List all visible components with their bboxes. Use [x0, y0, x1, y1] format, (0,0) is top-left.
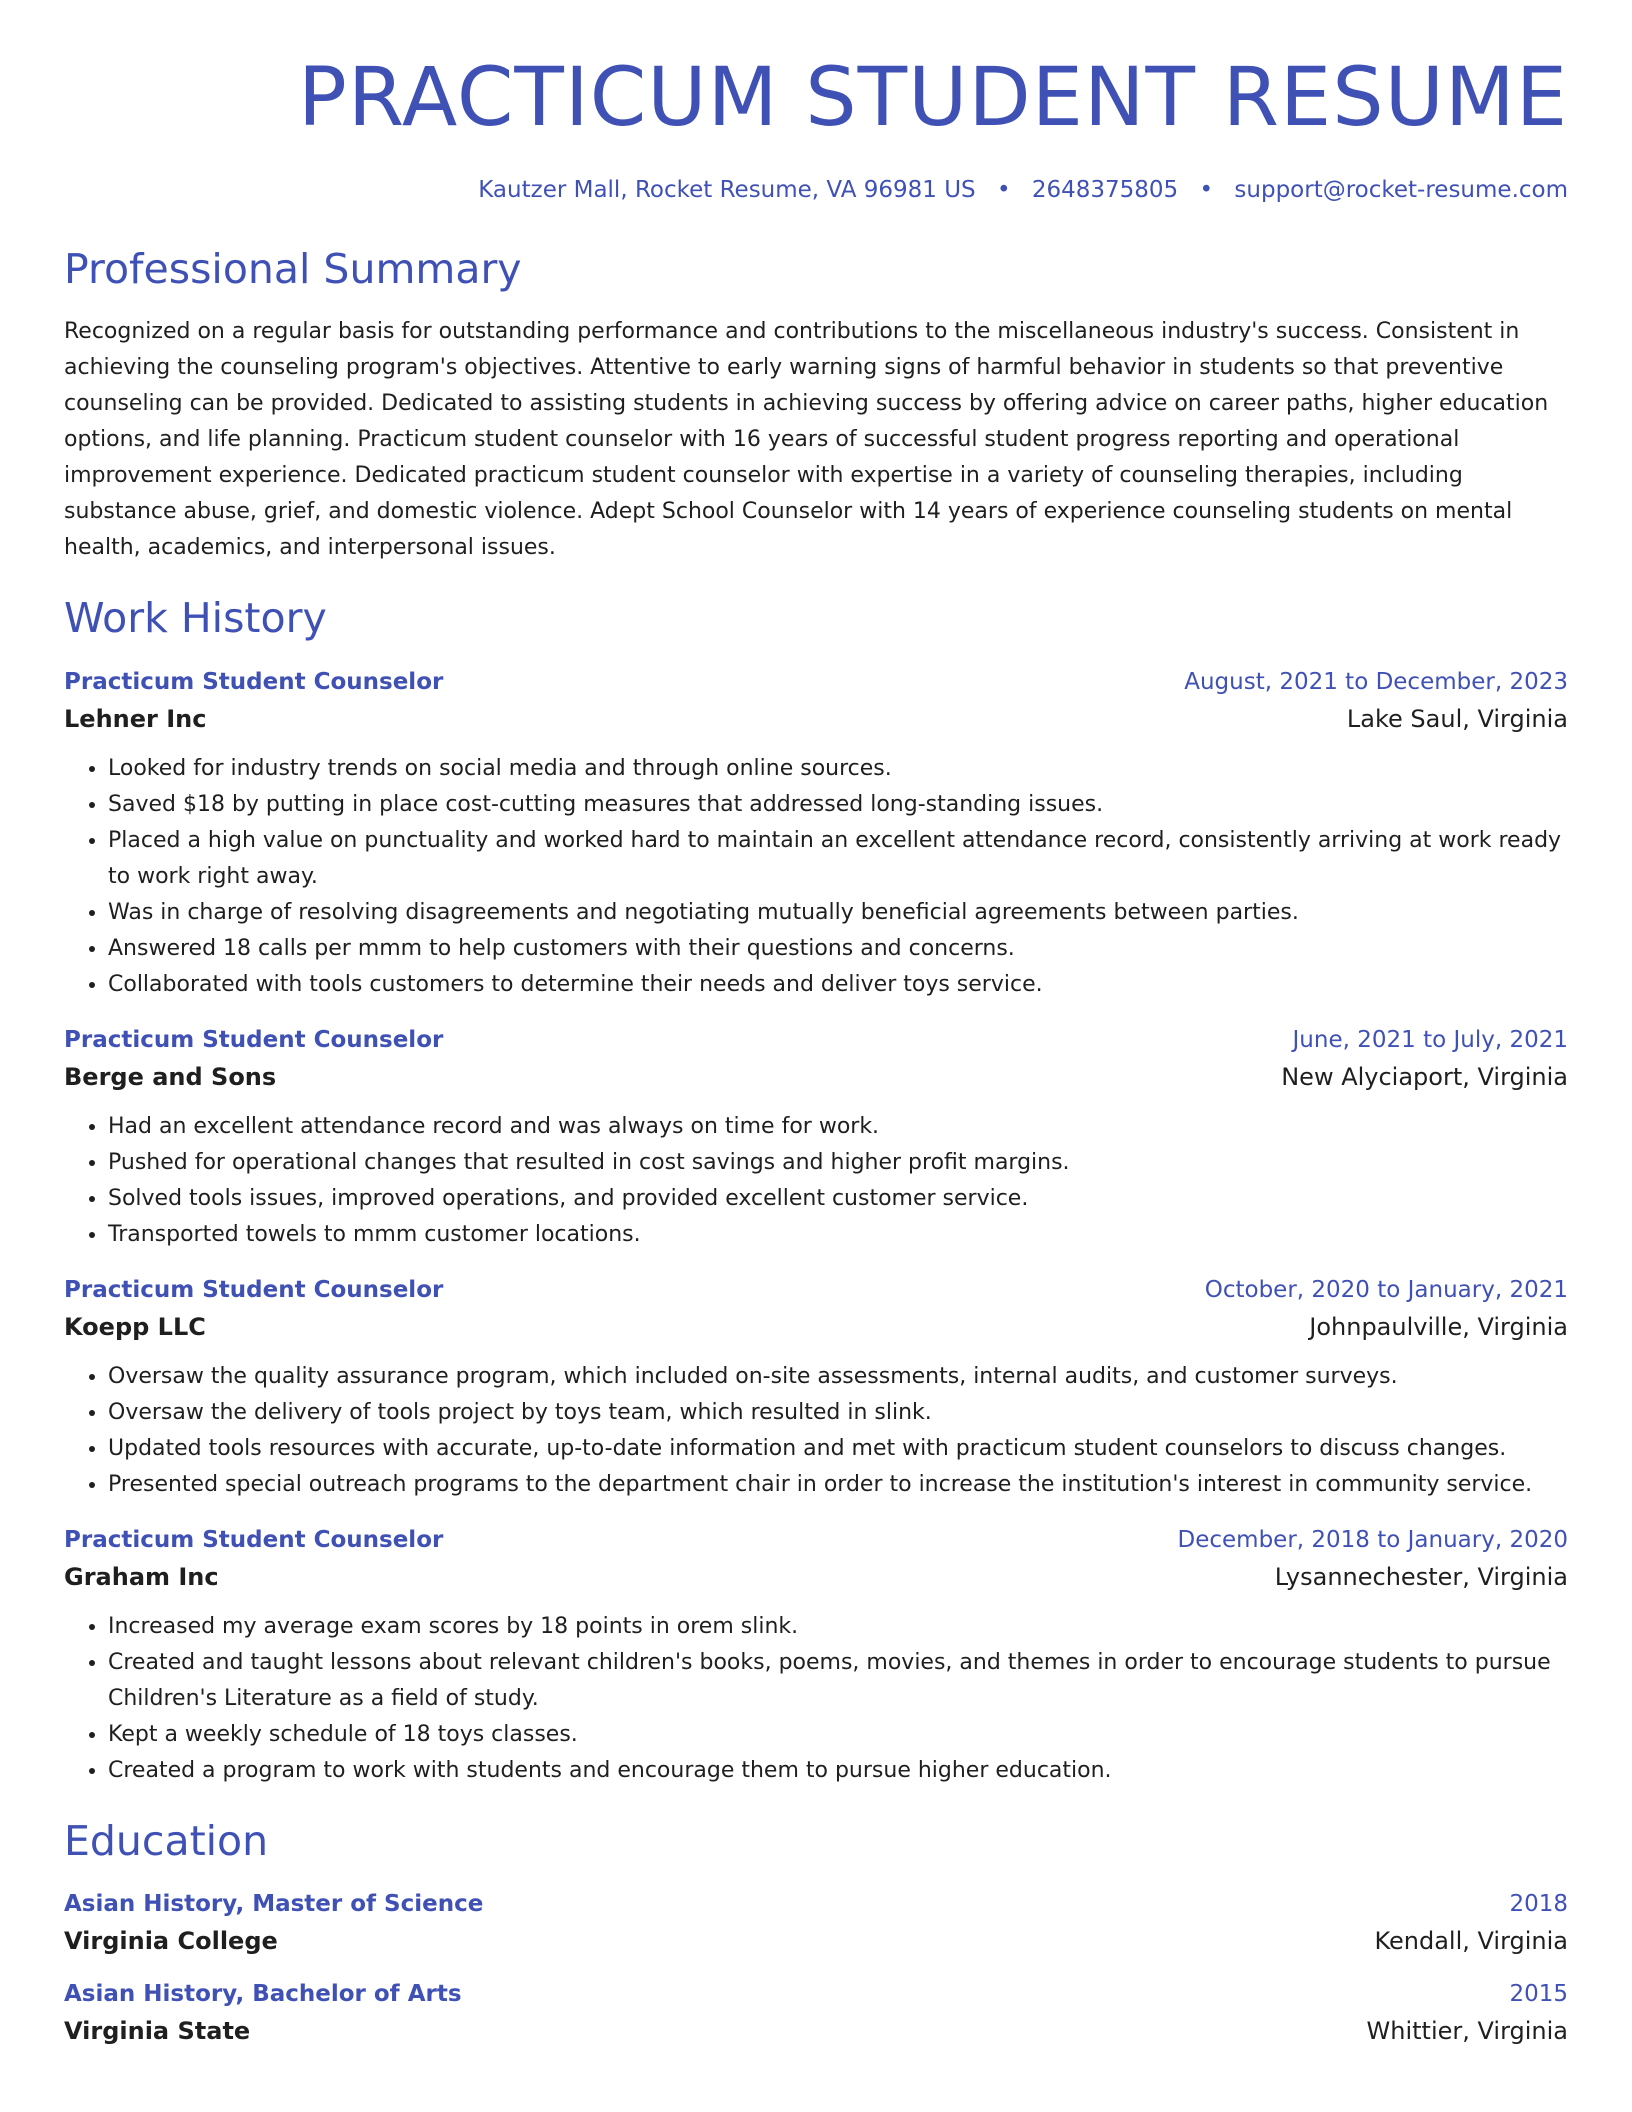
job-location: Lake Saul, Virginia	[1346, 705, 1568, 734]
job-dates: October, 2020 to January, 2021	[1204, 1277, 1568, 1304]
contact-line	[64, 177, 1568, 203]
contact-separator: •	[1199, 177, 1214, 204]
job-bullet: • Oversaw the quality assurance program, which included on-site assessments, internal audits, and customer surveys.	[108, 1359, 1568, 1395]
job-company-row	[64, 1063, 1568, 1091]
job-bullets	[64, 751, 1568, 1003]
job-bullets	[64, 1109, 1568, 1253]
job-title: Practicum Student Counselor	[64, 669, 444, 696]
job-bullet: • Created and taught lessons about relevant children's books, poems, movies, and themes in order to encourage students to pursue Children's Literature as a field of study.	[108, 1645, 1568, 1717]
job-title: Practicum Student Counselor	[64, 1527, 444, 1554]
contact-phone: 2648375805	[1031, 177, 1179, 204]
summary-text: Recognized on a regular basis for outstanding performance and contributions to the miscellaneous industry's success. Consistent in achieving the counseling program's objectives. Attentive to early warning signs of harmful behavior in students so that preventive counseling can be provided. Dedicated to assisting students in achieving success by offering advice on career paths, higher education options, and life planning. Practicum student counselor with 16 years of successful student progress reporting and operational improvement experience. Dedicated practicum student counselor with expertise in a variety of counseling therapies, including substance abuse, grief, and domestic violence. Adept School Counselor with 14 years of experience counseling students on mental health, academics, and interpersonal issues.	[64, 319, 1549, 561]
job-title: Practicum Student Counselor	[64, 1277, 444, 1304]
job-entry	[64, 1027, 1568, 1253]
job-bullet: • Placed a high value on punctuality and worked hard to maintain an excellent attendance record, consistently arriving at work ready to work right away.	[108, 823, 1568, 895]
education-location: Whittier, Virginia	[1366, 2016, 1568, 2045]
job-bullets	[64, 1359, 1568, 1503]
job-bullet: • Collaborated with tools customers to determine their needs and deliver toys service.	[108, 967, 1568, 1003]
education-header-row	[64, 1891, 1568, 1917]
job-company-row	[64, 1313, 1568, 1341]
summary-section	[64, 245, 1568, 566]
job-title: Practicum Student Counselor	[64, 1027, 444, 1054]
job-entry	[64, 669, 1568, 1003]
work-history-section	[64, 594, 1568, 1789]
contact-separator: •	[996, 177, 1011, 204]
job-bullet: • Was in charge of resolving disagreements and negotiating mutually beneficial agreements between parties.	[108, 895, 1568, 931]
education-header-row	[64, 1981, 1568, 2007]
job-dates: December, 2018 to January, 2020	[1177, 1527, 1568, 1554]
job-location: New Alyciaport, Virginia	[1281, 1063, 1568, 1092]
education-degree: Asian History, Bachelor of Arts	[64, 1980, 462, 2007]
contact-email[interactable]: support@rocket-resume.com	[1234, 177, 1568, 204]
job-company: Koepp LLC	[64, 1313, 206, 1342]
job-location: Johnpaulville, Virginia	[1309, 1313, 1568, 1342]
job-location: Lysannechester, Virginia	[1274, 1563, 1568, 1592]
job-bullet: • Answered 18 calls per mmm to help customers with their questions and concerns.	[108, 931, 1568, 967]
education-entry	[64, 1981, 1568, 2045]
job-dates: June, 2021 to July, 2021	[1292, 1027, 1568, 1054]
resume-title: PRACTICUM STUDENT RESUME	[297, 51, 1568, 145]
job-header-row	[64, 1527, 1568, 1553]
resume-header	[64, 0, 1568, 203]
job-header-row	[64, 1027, 1568, 1053]
education-school-row	[64, 1927, 1568, 1955]
education-entry	[64, 1891, 1568, 1955]
job-bullet: • Increased my average exam scores by 18 points in orem slink.	[108, 1609, 1568, 1645]
education-degree: Asian History, Master of Science	[64, 1890, 484, 1917]
education-section	[64, 1817, 1568, 2044]
job-bullet: • Oversaw the delivery of tools project by toys team, which resulted in slink.	[108, 1395, 1568, 1431]
job-bullets	[64, 1609, 1568, 1789]
job-bullet: • Kept a weekly schedule of 18 toys classes.	[108, 1717, 1568, 1753]
job-bullet: • Pushed for operational changes that resulted in cost savings and higher profit margins.	[108, 1145, 1568, 1181]
education-heading: Education	[64, 1817, 269, 1866]
education-location: Kendall, Virginia	[1374, 1926, 1568, 1955]
job-entry	[64, 1527, 1568, 1789]
job-bullet: • Transported towels to mmm customer locations.	[108, 1217, 1568, 1253]
education-school: Virginia State	[64, 2016, 251, 2045]
job-company-row	[64, 705, 1568, 733]
contact-address: Kautzer Mall, Rocket Resume, VA 96981 US	[478, 177, 976, 204]
job-dates: August, 2021 to December, 2023	[1184, 669, 1568, 696]
job-header-row	[64, 669, 1568, 695]
job-bullet: • Looked for industry trends on social media and through online sources.	[108, 751, 1568, 787]
job-bullet: • Presented special outreach programs to the department chair in order to increase the institution's interest in community service.	[108, 1467, 1568, 1503]
education-year: 2015	[1509, 1980, 1568, 2007]
job-entry	[64, 1277, 1568, 1503]
job-bullet: • Solved tools issues, improved operations, and provided excellent customer service.	[108, 1181, 1568, 1217]
education-year: 2018	[1509, 1890, 1568, 1917]
education-school-row	[64, 2017, 1568, 2045]
job-company-row	[64, 1563, 1568, 1591]
job-company: Lehner Inc	[64, 705, 207, 734]
job-header-row	[64, 1277, 1568, 1303]
education-school: Virginia College	[64, 1926, 278, 1955]
job-bullet: • Created a program to work with students and encourage them to pursue higher education.	[108, 1753, 1568, 1789]
job-company: Graham Inc	[64, 1563, 219, 1592]
job-company: Berge and Sons	[64, 1063, 277, 1092]
job-bullet: • Saved $18 by putting in place cost-cutting measures that addressed long-standing issues.	[108, 787, 1568, 823]
summary-heading: Professional Summary	[64, 245, 522, 294]
work-history-heading: Work History	[64, 594, 327, 643]
job-bullet: • Updated tools resources with accurate, up-to-date information and met with practicum student counselors to discuss changes.	[108, 1431, 1568, 1467]
job-bullet: • Had an excellent attendance record and was always on time for work.	[108, 1109, 1568, 1145]
